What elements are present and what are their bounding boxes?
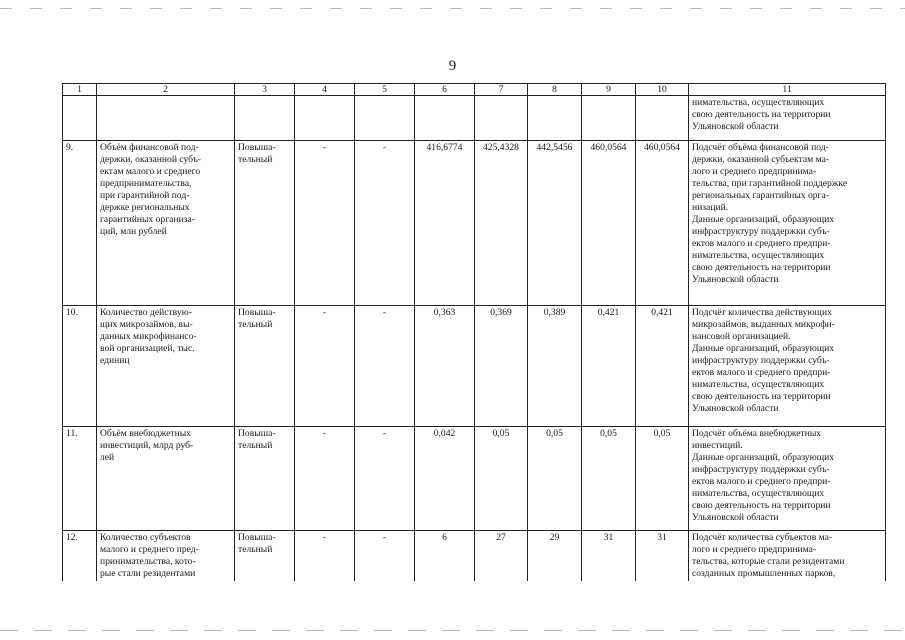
note-line: инфраструктуру поддержки субъ- xyxy=(692,464,830,475)
header-cell: 8 xyxy=(528,84,582,96)
name-line: рые стали резидентами xyxy=(100,568,196,579)
note-line: свою деятельность на территории xyxy=(692,109,831,120)
header-cell: 2 xyxy=(97,84,235,96)
note-line: свою деятельность на территории xyxy=(692,262,831,273)
name-line: вой организацией, тыс. xyxy=(100,343,195,354)
name-line: малого и среднего пред- xyxy=(100,544,199,555)
row-number: 9. xyxy=(63,141,97,306)
note-line: Данные организаций, образующих xyxy=(692,452,835,463)
note-line: инвестиций. xyxy=(692,440,743,451)
note-line: Подсчёт объёма финансовой под- xyxy=(692,142,829,153)
note-line: тельства, при гарантийной поддержке xyxy=(692,178,848,189)
col5-value: - xyxy=(355,531,415,582)
header-cell: 1 xyxy=(63,84,97,96)
name-line: при гарантийной под- xyxy=(100,190,190,201)
note-line: лого и среднего предпринима- xyxy=(692,544,817,555)
type-line: тельный xyxy=(238,544,273,555)
col5-value: - xyxy=(355,141,415,306)
indicator-name xyxy=(97,427,235,531)
table-row xyxy=(63,427,886,531)
scan-edge-top xyxy=(0,8,905,9)
indicator-type xyxy=(235,531,295,582)
method-note xyxy=(689,96,886,141)
name-line: Количество субъектов xyxy=(100,532,191,543)
name-line: данных микрофинансо- xyxy=(100,331,197,342)
header-cell: 11 xyxy=(689,84,886,96)
header-cell: 5 xyxy=(355,84,415,96)
note-line: нимательства, осуществляющих xyxy=(692,488,825,499)
table-row xyxy=(63,531,886,582)
col4-value: - xyxy=(295,306,355,427)
note-line: ектов малого и среднего предпри- xyxy=(692,367,831,378)
name-line: Объём внебюджетных xyxy=(100,428,191,439)
note-line: Данные организаций, образующих xyxy=(692,214,835,225)
table-row xyxy=(63,141,886,306)
note-line: свою деятельность на территории xyxy=(692,500,831,511)
header-cell: 7 xyxy=(475,84,528,96)
type-line: тельный xyxy=(238,440,273,451)
header-cell: 4 xyxy=(295,84,355,96)
indicator-name xyxy=(97,96,235,141)
note-line: нимательства, осуществляющих xyxy=(692,379,825,390)
indicator-type xyxy=(235,306,295,427)
col7-value: 0,05 xyxy=(475,427,528,531)
type-line: Повыша- xyxy=(238,307,276,318)
name-line: щих микрозаймов, вы- xyxy=(100,319,193,330)
type-line: тельный xyxy=(238,319,273,330)
col4-value: - xyxy=(295,141,355,306)
indicator-name xyxy=(97,141,235,306)
col5-value xyxy=(355,96,415,141)
col10-value: 460,0564 xyxy=(636,141,689,306)
col6-value: 0,363 xyxy=(415,306,475,427)
note-line: Подсчёт количества субъектов ма- xyxy=(692,532,833,543)
col8-value: 442,5456 xyxy=(528,141,582,306)
indicator-table xyxy=(62,83,886,581)
note-line: Ульяновской области xyxy=(692,274,779,285)
col9-value xyxy=(582,96,636,141)
col7-value: 0,369 xyxy=(475,306,528,427)
header-cell: 9 xyxy=(582,84,636,96)
name-line: держке региональных xyxy=(100,202,190,213)
note-line: Ульяновской области xyxy=(692,512,779,523)
header-cell: 6 xyxy=(415,84,475,96)
scan-edge-bottom xyxy=(0,630,905,631)
col10-value: 31 xyxy=(636,531,689,582)
name-line: лей xyxy=(100,452,115,463)
note-line: Ульяновской области xyxy=(692,403,779,414)
col6-value: 6 xyxy=(415,531,475,582)
indicator-type xyxy=(235,96,295,141)
note-line: нансовой организацией. xyxy=(692,331,791,342)
col6-value xyxy=(415,96,475,141)
note-line: созданных промышленных парков, xyxy=(692,568,836,579)
note-line: ектов малого и среднего предпри- xyxy=(692,476,831,487)
note-line: нимательства, осуществляющих xyxy=(692,97,825,108)
col7-value: 27 xyxy=(475,531,528,582)
note-line: микрозаймов, выданных микрофи- xyxy=(692,319,835,330)
name-line: держки, оказанной субъ- xyxy=(100,154,201,165)
col7-value xyxy=(475,96,528,141)
indicator-type xyxy=(235,141,295,306)
method-note xyxy=(689,306,886,427)
name-line: Количество действую- xyxy=(100,307,193,318)
method-note xyxy=(689,531,886,582)
note-line: свою деятельность на территории xyxy=(692,391,831,402)
method-note xyxy=(689,427,886,531)
note-line: Ульяновской области xyxy=(692,121,779,132)
method-note xyxy=(689,141,886,306)
col10-value: 0,421 xyxy=(636,306,689,427)
name-line: предпринимательства, xyxy=(100,178,192,189)
indicator-name xyxy=(97,531,235,582)
note-line: низаций. xyxy=(692,202,729,213)
col4-value xyxy=(295,96,355,141)
row-number: 12. xyxy=(63,531,97,582)
col6-value: 416,6774 xyxy=(415,141,475,306)
name-line: единиц xyxy=(100,355,130,366)
note-line: Подсчёт количества действующих xyxy=(692,307,832,318)
note-line: ектов малого и среднего предпри- xyxy=(692,238,831,249)
row-number: 11. xyxy=(63,427,97,531)
col9-value: 460,0564 xyxy=(582,141,636,306)
col5-value: - xyxy=(355,306,415,427)
note-line: региональных гарантийных орга- xyxy=(692,190,829,201)
note-line: инфраструктуру поддержки субъ- xyxy=(692,226,830,237)
note-line: Подсчёт объёма внебюджетных xyxy=(692,428,822,439)
note-line: нимательства, осуществляющих xyxy=(692,250,825,261)
table-row xyxy=(63,306,886,427)
type-line: Повыша- xyxy=(238,142,276,153)
table-row xyxy=(63,96,886,141)
note-line: лого и среднего предпринима- xyxy=(692,166,817,177)
header-cell: 3 xyxy=(235,84,295,96)
row-number: 10. xyxy=(63,306,97,427)
col8-value: 0,05 xyxy=(528,427,582,531)
col4-value: - xyxy=(295,531,355,582)
col9-value: 31 xyxy=(582,531,636,582)
col7-value: 425,4328 xyxy=(475,141,528,306)
name-line: Объём финансовой под- xyxy=(100,142,199,153)
name-line: ектам малого и среднего xyxy=(100,166,201,177)
indicator-type xyxy=(235,427,295,531)
col9-value: 0,05 xyxy=(582,427,636,531)
col8-value: 0,389 xyxy=(528,306,582,427)
type-line: тельный xyxy=(238,154,273,165)
col5-value: - xyxy=(355,427,415,531)
page-number: 9 xyxy=(448,58,457,74)
note-line: держки, оказанной субъектам ма- xyxy=(692,154,830,165)
note-line: тельства, которые стали резидентами xyxy=(692,556,845,567)
name-line: принимательства, кото- xyxy=(100,556,196,567)
header-cell: 10 xyxy=(636,84,689,96)
col4-value: - xyxy=(295,427,355,531)
col6-value: 0,042 xyxy=(415,427,475,531)
name-line: гарантийных организа- xyxy=(100,214,195,225)
col8-value: 29 xyxy=(528,531,582,582)
name-line: инвестиций, млрд руб- xyxy=(100,440,194,451)
col10-value: 0,05 xyxy=(636,427,689,531)
column-number-row xyxy=(63,84,886,96)
type-line: Повыша- xyxy=(238,532,276,543)
note-line: инфраструктуру поддержки субъ- xyxy=(692,355,830,366)
indicator-name xyxy=(97,306,235,427)
note-line: Данные организаций, образующих xyxy=(692,343,835,354)
col10-value xyxy=(636,96,689,141)
col9-value: 0,421 xyxy=(582,306,636,427)
row-number xyxy=(63,96,97,141)
col8-value xyxy=(528,96,582,141)
name-line: ций, млн рублей xyxy=(100,226,167,237)
type-line: Повыша- xyxy=(238,428,276,439)
